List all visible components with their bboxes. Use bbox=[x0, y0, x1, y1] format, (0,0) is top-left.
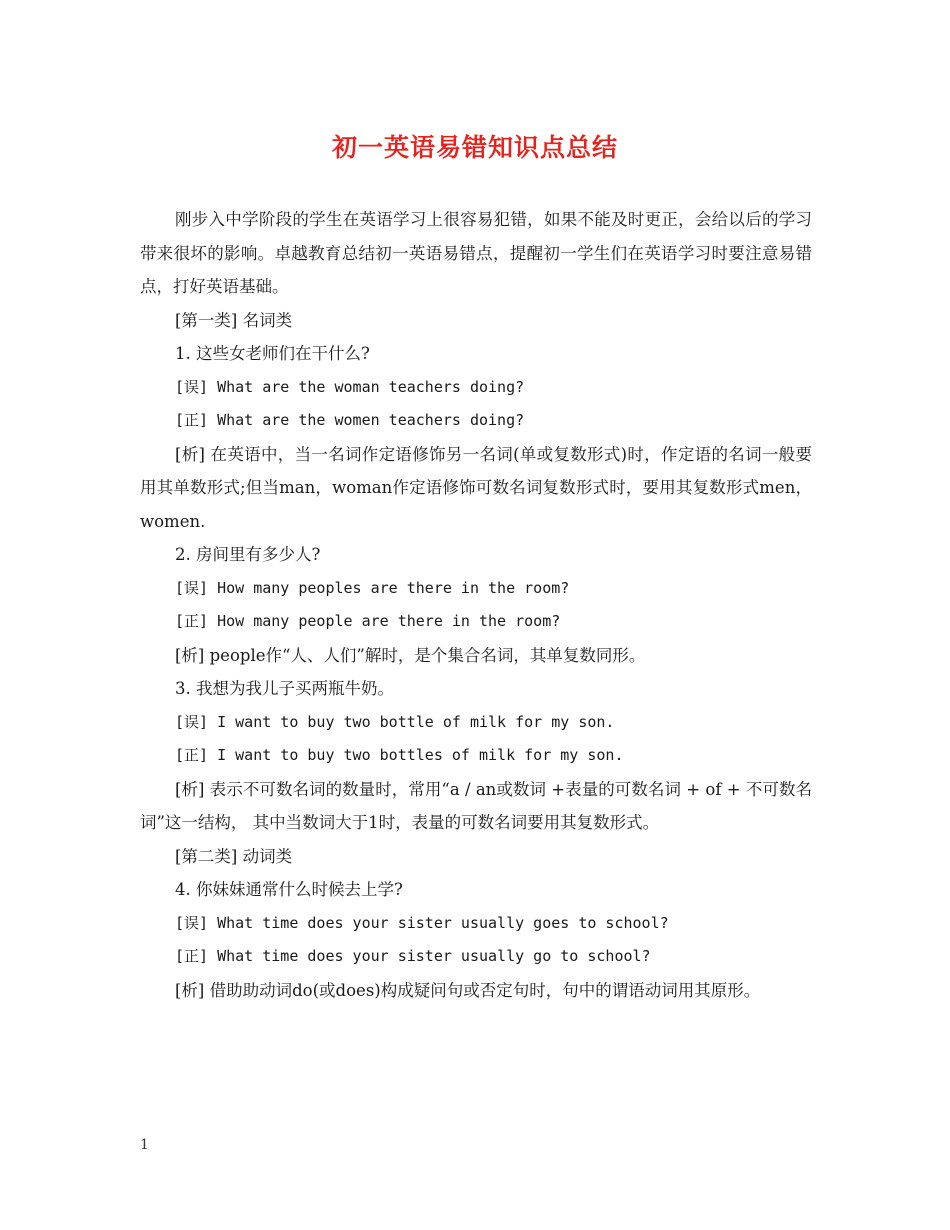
question-3: 3. 我想为我儿子买两瓶牛奶。 bbox=[175, 679, 394, 698]
analysis-3: [析] 表示不可数名词的数量时，常用“a / an或数词 +表量的可数名词 + of + 不可数名词”这一结构， 其中当数词大于1时，表量的可数名词要用其复数形式。 bbox=[140, 779, 812, 832]
document-title: 初一英语易错知识点总结 bbox=[331, 133, 618, 162]
wrong-example-2: [误] How many peoples are there in the room? bbox=[175, 578, 570, 597]
question-2: 2. 房间里有多少人? bbox=[175, 545, 321, 564]
question-4: 4. 你妹妹通常什么时候去上学? bbox=[175, 880, 403, 899]
correct-example-3: [正] I want to buy two bottles of milk for my son. bbox=[175, 746, 624, 764]
section-heading-verbs: [第二类] 动词类 bbox=[175, 846, 293, 866]
section-heading-nouns: [第一类] 名词类 bbox=[175, 310, 293, 330]
correct-example-1: [正] What are the women teachers doing? bbox=[175, 411, 525, 429]
intro-paragraph: 刚步入中学阶段的学生在英语学习上很容易犯错，如果不能及时更正，会给以后的学习带来很坏的影响。卓越教育总结初一英语易错点，提醒初一学生们在英语学习时要注意易错点，打好英语基础。 bbox=[140, 210, 812, 296]
wrong-example-4: [误] What time does your sister usually goes to school? bbox=[175, 913, 669, 932]
analysis-2: [析] people作“人、人们”解时，是个集合名词，其单复数同形。 bbox=[175, 645, 646, 665]
correct-example-4: [正] What time does your sister usually go to school? bbox=[175, 947, 651, 965]
analysis-1: [析] 在英语中，当一名词作定语修饰另一名词(单或复数形式)时，作定语的名词一般要用其单数形式;但当man，woman作定语修饰可数名词复数形式时，要用其复数形式men，women. bbox=[140, 444, 812, 531]
wrong-example-3: [误] I want to buy two bottle of milk for my son. bbox=[175, 712, 615, 731]
document-body bbox=[140, 203, 812, 1007]
page-number: 1 bbox=[140, 1137, 149, 1153]
analysis-4: [析] 借助助动词do(或does)构成疑问句或否定句时，句中的谓语动词用其原形。 bbox=[175, 980, 761, 1000]
question-1: 1. 这些女老师们在干什么? bbox=[175, 344, 370, 363]
correct-example-2: [正] How many people are there in the room? bbox=[175, 612, 561, 630]
wrong-example-1: [误] What are the woman teachers doing? bbox=[175, 377, 525, 396]
